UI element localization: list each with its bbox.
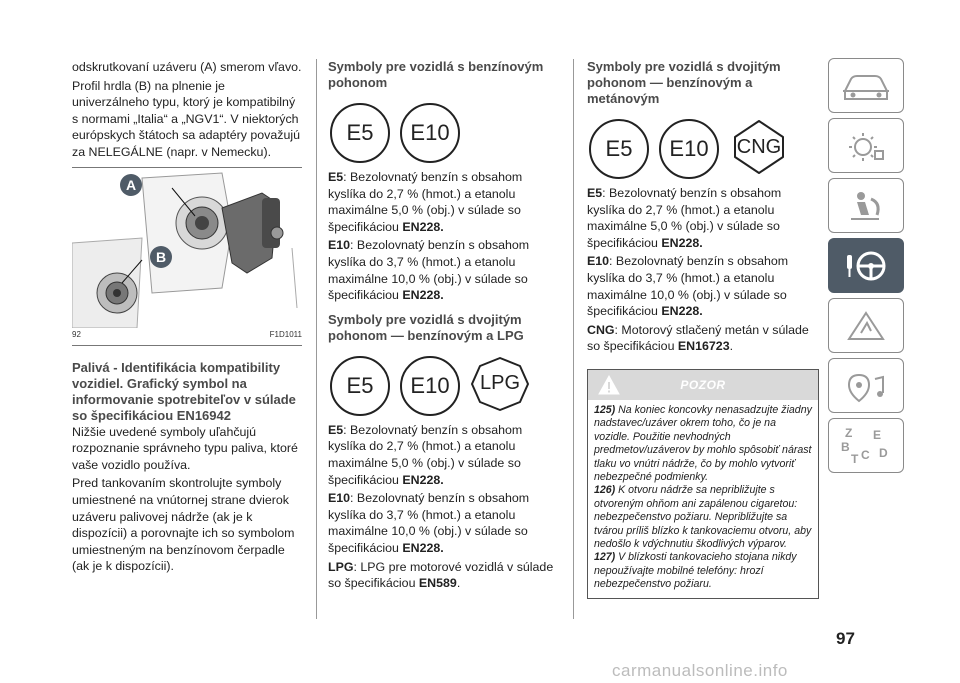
warning-item: 125) Na koniec koncovky nenasadzujte žiadny nadstavec/uzáver okrem toho, čo je na vozidle. Použitie nevhodných predmetov/uzáverov by mohlo spôsobiť nárast tlaku vo vnútri nádrže, čo by mohlo vytvoriť nebezpečné podmienky. <box>594 403 812 483</box>
fuel-label: E5 <box>328 422 344 437</box>
fuel-description: CNG: Motorový stlačený metán v súlade so špecifikáciou EN16723. <box>587 322 809 354</box>
section-heading: Symboly pre vozidlá s benzínovým pohonom <box>328 59 544 90</box>
column-2 <box>328 59 556 592</box>
navigation-music-icon <box>839 367 893 405</box>
warning-box <box>587 369 819 599</box>
column-3 <box>587 59 819 599</box>
spec-code: EN228. <box>661 235 703 250</box>
index-letters-icon: Z E B C T D <box>841 425 888 466</box>
e5-symbol: E5 <box>330 356 390 416</box>
fuel-description: LPG: LPG pre motorové vozidlá v súlade so špecifikáciou EN589. <box>328 559 554 591</box>
spec-code: EN228. <box>402 540 444 555</box>
paragraph: Nižšie uvedené symboly uľahčujú rozpoznanie správneho typu paliva, ktoré vaše vozidlo používa. <box>72 424 298 472</box>
spec-code: EN228. <box>661 304 703 319</box>
watermark: carmanualsonline.info <box>612 661 788 680</box>
callout-a: A <box>120 174 142 196</box>
e10-symbol: E10 <box>400 356 460 416</box>
e5-symbol: E5 <box>589 119 649 179</box>
fuel-description: E5: Bezolovnatý benzín s obsahom kyslíka do 2,7 % (hmot.) a etanolu maximálne 5,0 % (obj.) v súlade so špecifikáciou EN228. <box>328 422 523 487</box>
fuel-label: E10 <box>328 238 351 253</box>
car-dashboard-icon <box>839 67 893 105</box>
fuel-description: E10: Bezolovnatý benzín s obsahom kyslíka do 3,7 % (hmot.) a etanolu maximálne 10,0 % (obj.) v súlade so špecifikáciou EN228. <box>328 491 530 555</box>
column-divider <box>573 59 574 619</box>
fuel-description: E10: Bezolovnatý benzín s obsahom kyslíka do 3,7 % (hmot.) a etanolu maximálne 10,0 % (obj.) v súlade so špecifikáciou EN228. <box>587 254 789 319</box>
page-number: 97 <box>836 629 855 648</box>
fuel-label: E10 <box>587 254 610 269</box>
tab-safety[interactable] <box>828 178 904 233</box>
column-1 <box>72 59 302 575</box>
tab-car-dashboard[interactable] <box>828 58 904 113</box>
fuel-label: LPG <box>328 559 354 574</box>
warning-lights-icon <box>839 127 893 165</box>
e10-symbol: E10 <box>659 119 719 179</box>
section-heading: Symboly pre vozidlá s dvojitým pohonom — benzínovým a metánovým <box>587 59 781 106</box>
paragraph: Profil hrdla (B) na plnenie je univerzálneho typu, ktorý je kompatibilný s normami „Italia“ a „NGV1“. V niektorých európskych štátoch sa adaptéry považujú za NELEGÁLNE (napr. v Nemecku). <box>72 78 300 159</box>
figure-number: 92 <box>72 329 81 339</box>
warning-item: 127) V blízkosti tankovacieho stojana nikdy nepoužívajte mobilné telefóny: hrozí nebezpečenstvo požiaru. <box>594 551 797 591</box>
warning-header <box>588 370 818 400</box>
tab-starting-driving[interactable] <box>828 238 904 293</box>
tab-warning-lights[interactable] <box>828 118 904 173</box>
warning-title: POZOR <box>680 377 726 392</box>
fuel-description: E10: Bezolovnatý benzín s obsahom kyslíka do 3,7 % (hmot.) a etanolu maximálne 10,0 % (obj.) v súlade so špecifikáciou EN228. <box>328 238 530 303</box>
fuel-filler-figure <box>72 167 302 328</box>
fuel-symbols-petrol <box>330 103 556 163</box>
section-heading: Palivá - Identifikácia kompatibility vozidiel. Grafický symbol na informovanie spotrebiteľov v súlade so špecifikáciou EN16942 <box>72 359 296 423</box>
chapter-tabs <box>828 58 904 478</box>
warning-item: 126) K otvoru nádrže sa nepribližujte s otvoreným ohňom ani zapálenou cigaretou: nebezpečenstvo požiaru. Nepribližujte sa tvárou príliš blízko k tankovaciemu otvoru, aby nedošlo k vdýchnutiu škodlivých výparov. <box>594 484 812 550</box>
cng-symbol: CNG <box>729 119 789 175</box>
fuel-label: CNG <box>587 322 615 337</box>
paragraph: odskrutkovaní uzáveru (A) smerom vľavo. <box>72 60 302 74</box>
spec-code: EN228. <box>402 219 444 234</box>
tab-multimedia[interactable] <box>828 358 904 413</box>
lpg-symbol: LPG <box>470 356 530 412</box>
callout-b: B <box>150 246 172 268</box>
fuel-description: E5: Bezolovnatý benzín s obsahom kyslíka do 2,7 % (hmot.) a etanolu maximálne 5,0 % (obj.) v súlade so špecifikáciou EN228. <box>328 170 523 234</box>
e10-symbol: E10 <box>400 103 460 163</box>
column-divider <box>316 59 317 619</box>
airbag-seat-icon <box>839 187 893 225</box>
spec-code: EN16723 <box>677 339 730 354</box>
fuel-symbols-lpg <box>330 356 556 416</box>
warning-triangle-icon <box>839 307 893 345</box>
spec-code: EN589 <box>418 576 457 591</box>
figure-code: F1D1011 <box>269 329 302 339</box>
fuel-filler-illustration <box>72 168 302 328</box>
fuel-description: E5: Bezolovnatý benzín s obsahom kyslíka do 2,7 % (hmot.) a etanolu maximálne 5,0 % (obj.) v súlade so špecifikáciou EN228. <box>587 186 782 250</box>
spec-code: EN228. <box>402 288 444 303</box>
steering-wheel-key-icon <box>839 247 893 285</box>
fuel-label: E5 <box>328 170 344 184</box>
fuel-label: E10 <box>328 491 351 506</box>
tab-index[interactable] <box>828 418 904 473</box>
spec-code: EN228. <box>402 472 444 487</box>
section-heading: Symboly pre vozidlá s dvojitým pohonom — benzínovým a LPG <box>328 311 524 343</box>
fuel-label: E5 <box>587 186 603 200</box>
figure-caption <box>72 330 302 346</box>
paragraph: Pred tankovaním skontrolujte symboly umiestnené na vnútornej strane dvierok uzáveru palivovej nádrže (ak je k dispozícii) a porovnajte ich so symbolom umiestneným na benzínovom čerpadle (ak je k dispozícii). <box>72 476 295 574</box>
warning-body <box>588 400 818 598</box>
fuel-symbols-cng <box>589 119 819 179</box>
e5-symbol: E5 <box>330 103 390 163</box>
tab-emergency[interactable] <box>828 298 904 353</box>
